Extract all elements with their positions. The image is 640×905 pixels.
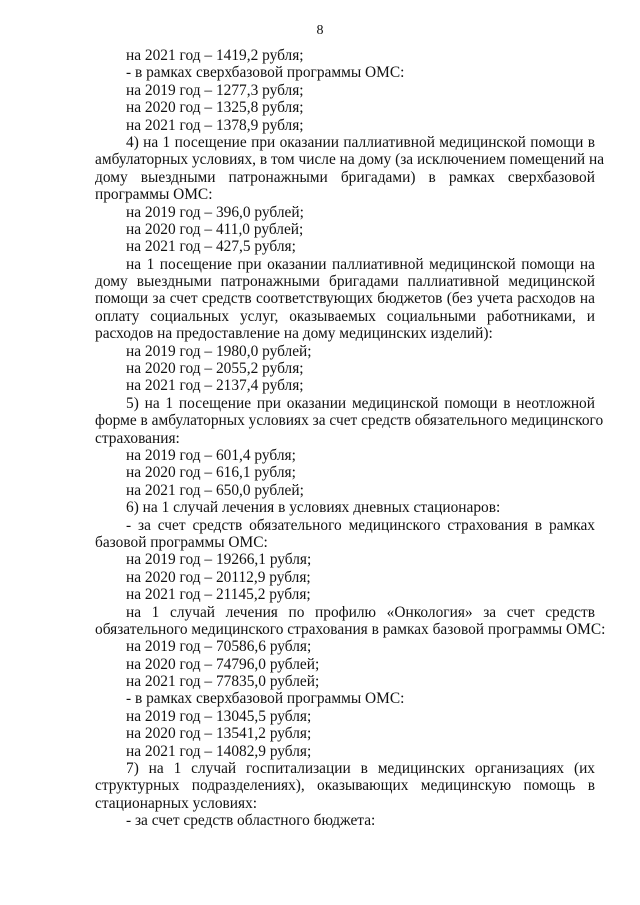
text-line: стационарных условиях: — [95, 794, 258, 812]
text-line: 4) на 1 посещение при оказании паллиативной медицинской помощи в — [126, 133, 595, 151]
text-line: обязательного медицинского страхования в рамках базовой программы ОМС: — [95, 620, 606, 638]
text-line: на 2019 год – 601,4 рубля; — [126, 446, 296, 464]
text-line: на 2021 год – 77835,0 рублей; — [126, 673, 320, 691]
text-line: на 2021 год – 14082,9 рубля; — [126, 742, 312, 760]
text-line: - в рамках сверхбазовой программы ОМС: — [126, 64, 405, 82]
text-line: на 2020 год – 616,1 рубля; — [126, 464, 296, 482]
text-line: на 2020 год – 74796,0 рублей; — [126, 655, 320, 673]
text-line: на 2020 год – 13541,2 рубля; — [126, 725, 312, 743]
text-line: дому выездными патронажными бригадами) в рамках сверхбазовой — [95, 168, 595, 186]
text-line: на 2020 год – 20112,9 рубля; — [126, 568, 311, 586]
text-line: на 2020 год – 2055,2 рубля; — [126, 360, 304, 378]
text-line: на 2019 год – 1980,0 рублей; — [126, 342, 312, 360]
text-line: 6) на 1 случай лечения в условиях дневных стационаров: — [126, 499, 501, 517]
text-line: на 2020 год – 1325,8 рубля; — [126, 99, 304, 117]
text-line: на 1 случай лечения по профилю «Онкология» за счет средств — [126, 603, 595, 621]
text-line: дому выездными патронажными бригадами паллиативной медицинской — [95, 273, 595, 291]
text-line: на 2019 год – 1277,3 рубля; — [126, 81, 304, 99]
text-line: на 2020 год – 411,0 рублей; — [126, 220, 304, 238]
text-line: оплату социальных услуг, оказываемых социальными работниками, и — [95, 307, 595, 325]
text-line: на 2021 год – 2137,4 рубля; — [126, 377, 304, 395]
text-line: на 2021 год – 650,0 рублей; — [126, 481, 304, 499]
text-line: на 2019 год – 19266,1 рубля; — [126, 551, 312, 569]
text-line: страхования: — [95, 429, 180, 447]
text-line: на 2019 год – 13045,5 рубля; — [126, 707, 312, 725]
text-line: на 2021 год – 427,5 рубля; — [126, 238, 296, 256]
text-line: на 2019 год – 396,0 рублей; — [126, 203, 304, 221]
text-line: - за счет средств областного бюджета: — [126, 812, 376, 830]
text-line: программы ОМС: — [95, 186, 213, 204]
text-line: 5) на 1 посещение при оказании медицинской помощи в неотложной — [126, 394, 595, 412]
text-line: на 2021 год – 1419,2 рубля; — [126, 47, 304, 64]
page-number: 8 — [316, 23, 324, 38]
text-line: базовой программы ОМС: — [95, 533, 268, 551]
text-line: - в рамках сверхбазовой программы ОМС: — [126, 690, 405, 708]
text-line: структурных подразделениях), оказывающих медицинскую помощь в — [95, 777, 595, 795]
text-line: амбулаторных условиях, в том числе на дому (за исключением помещений на — [95, 151, 605, 169]
text-line: форме в амбулаторных условиях за счет средств обязательного медицинского — [95, 412, 604, 430]
document-body — [95, 47, 606, 830]
text-line: 7) на 1 случай госпитализации в медицинских организациях (их — [126, 760, 595, 778]
text-line: на 2019 год – 70586,6 рубля; — [126, 638, 312, 656]
text-line: на 2021 год – 21145,2 рубля; — [126, 586, 311, 604]
text-line: на 2021 год – 1378,9 рубля; — [126, 116, 304, 134]
text-line: расходов на предоставление на дому медицинских изделий): — [95, 325, 493, 343]
text-line: - за счет средств обязательного медицинского страхования в рамках — [126, 516, 595, 534]
text-line: на 1 посещение при оказании паллиативной медицинской помощи на — [126, 255, 595, 273]
text-line: помощи за счет средств соответствующих бюджетов (без учета расходов на — [95, 290, 595, 308]
